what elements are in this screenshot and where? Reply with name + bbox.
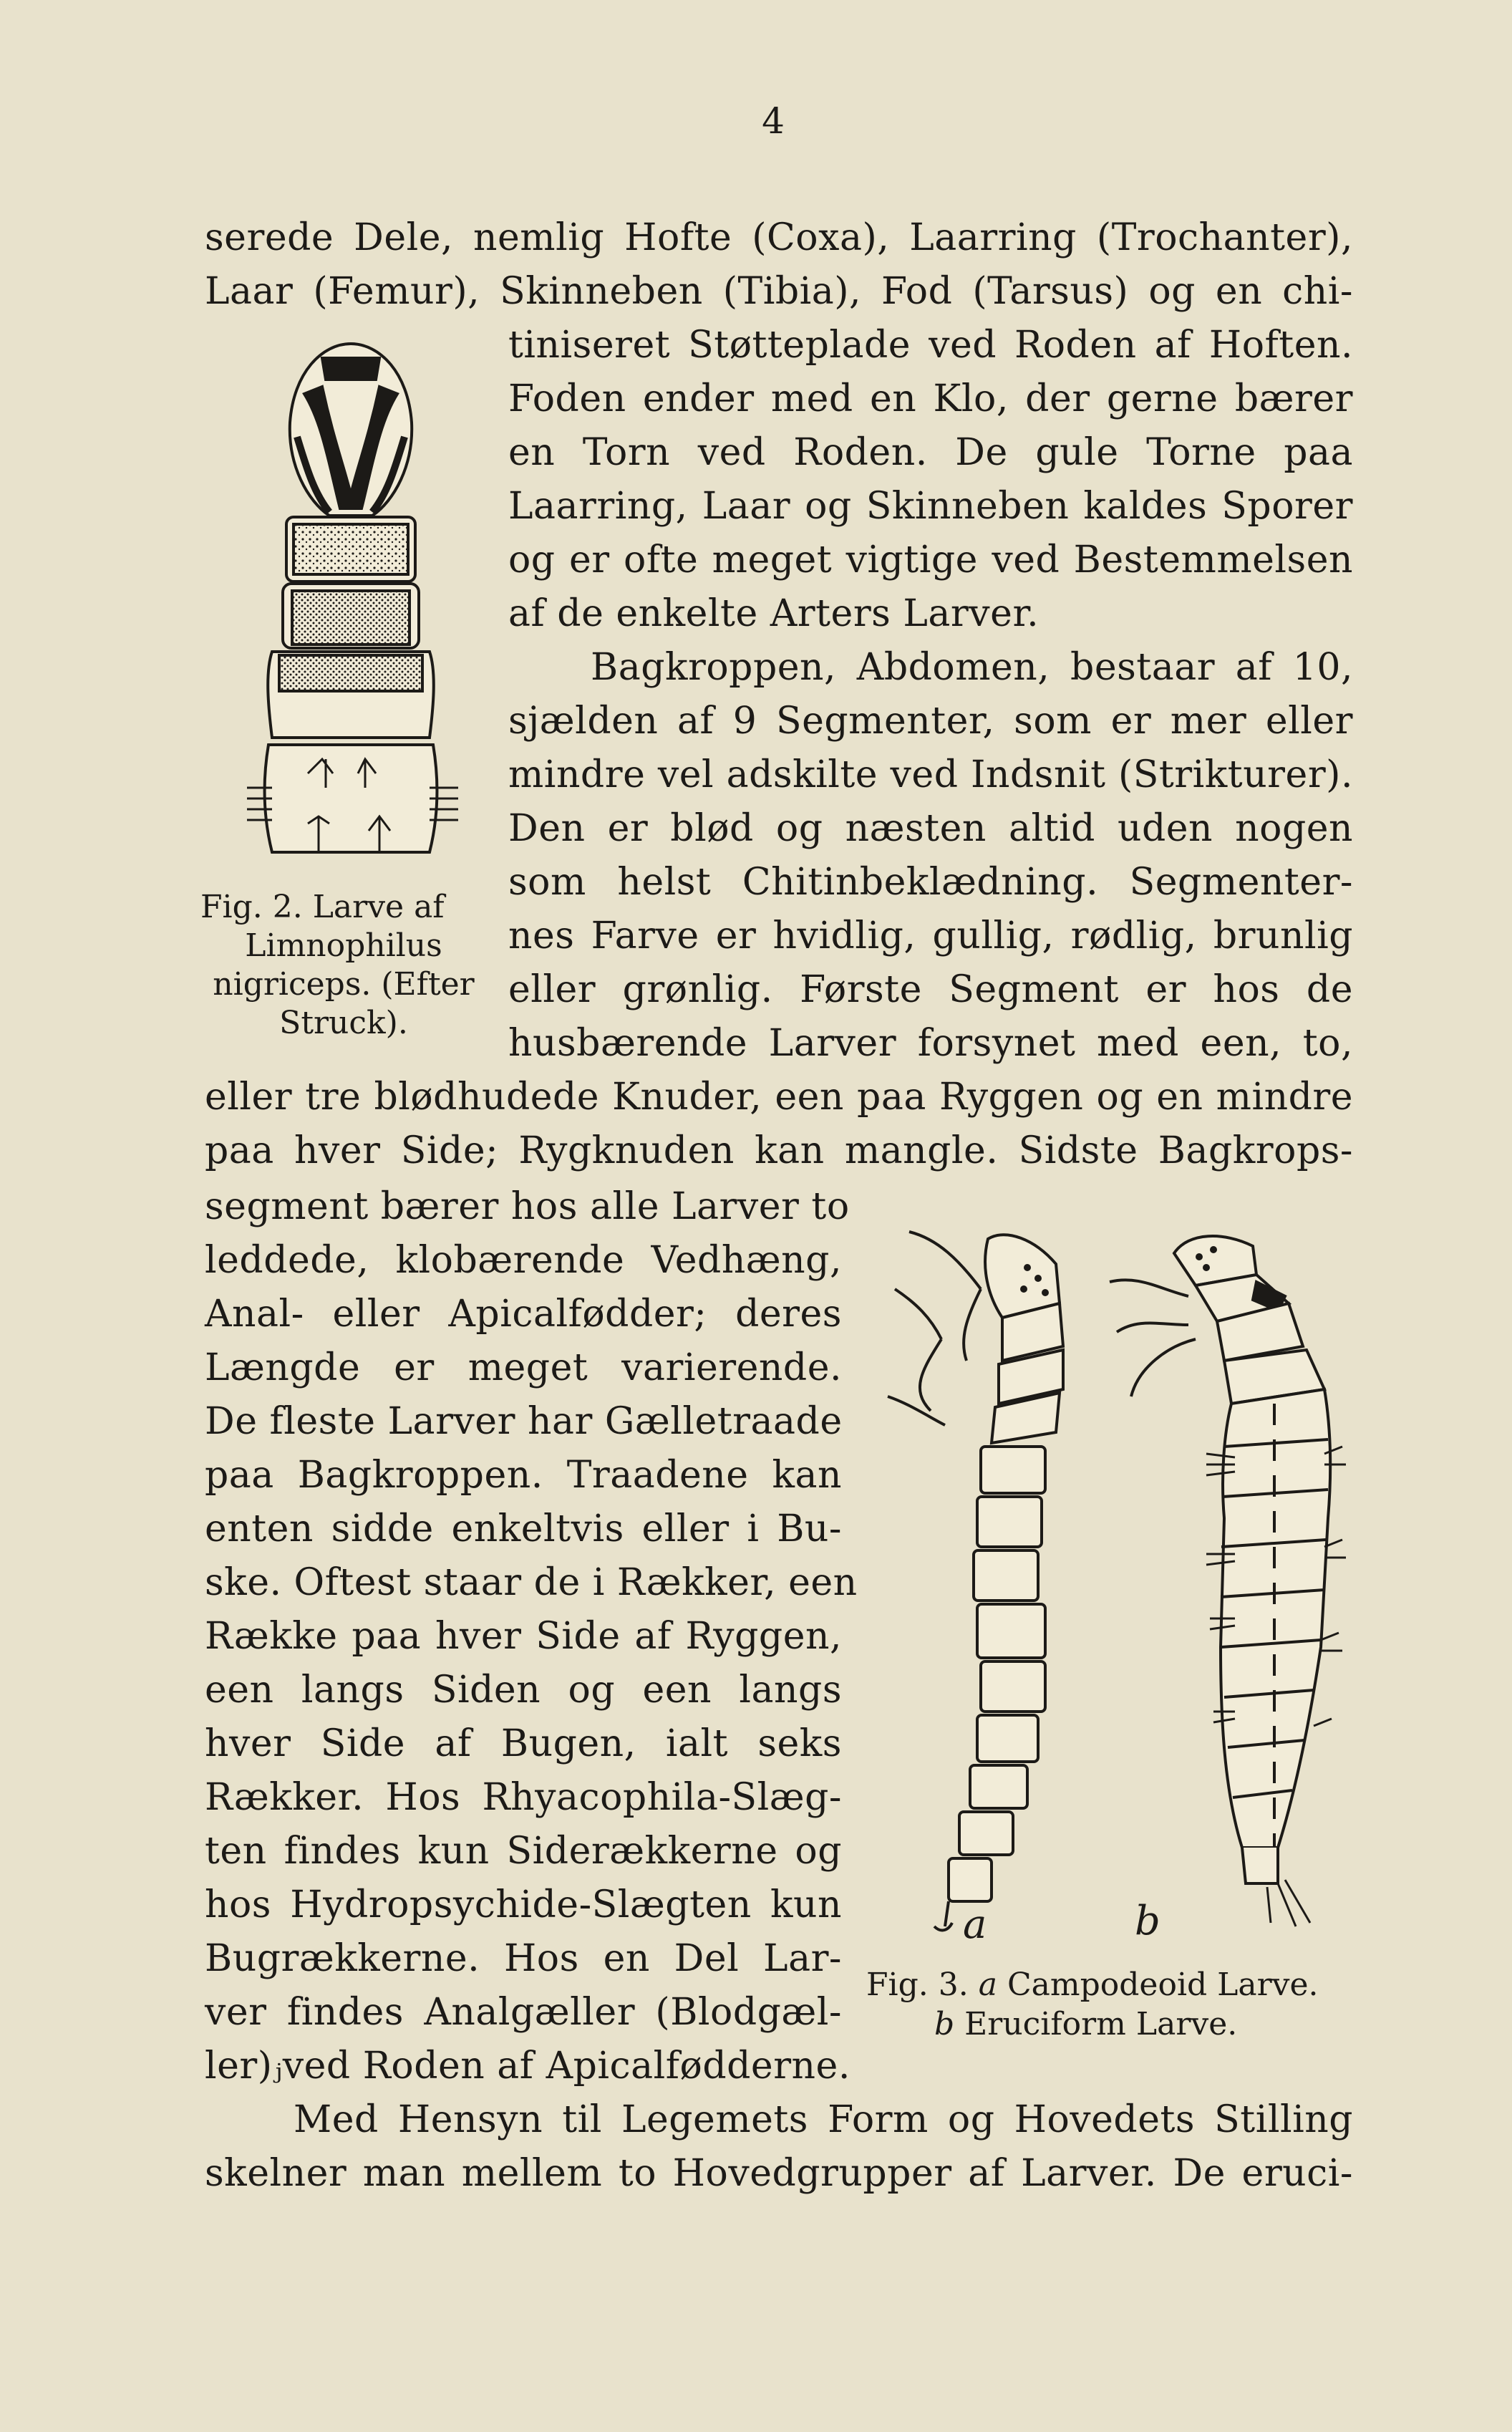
fig3-campodeoid-larva-illustration [881, 1210, 1095, 1948]
fig3-caption-line-2 [934, 2005, 1364, 2044]
fig3-caption-letter-a: a [978, 1967, 997, 2003]
page-number: 4 [762, 100, 785, 142]
text-line: segment bærer hos alle Larver to [205, 1185, 850, 1228]
paragraph-start-line: Bagkroppen, Abdomen, bestaar af 10, [591, 646, 1353, 689]
text-line: Længde er meget varierende. [205, 1346, 842, 1389]
fig2-caption-line: Fig. 2. Larve af [200, 889, 445, 925]
text-line: ver findes Analgæller (Blodgæl- [205, 1991, 842, 2034]
text-line: Anal- eller Apicalfødder; deres [205, 1293, 842, 1336]
text-line: paa Bagkroppen. Traadene kan [205, 1454, 842, 1497]
fig3-caption-letter-b: b [934, 2006, 955, 2042]
fig3-label-b: b [1135, 1898, 1160, 1944]
text-line: Den er blød og næsten altid uden nogen [508, 807, 1353, 850]
text-line: tiniseret Støtteplade ved Roden af Hoften. [508, 324, 1353, 367]
fig3-caption-text-b: Eruciform Larve. [964, 2006, 1238, 2042]
text-line: serede Dele, nemlig Hofte (Coxa), Laarring (Trochanter), [205, 216, 1353, 259]
text-line: paa hver Side; Rygknuden kan mangle. Sidste Bagkrops- [205, 1129, 1353, 1172]
text-line: hos Hydropsychide-Slægten kun [205, 1883, 842, 1926]
fig2-caption-line: Limnophilus [245, 927, 442, 964]
text-line: leddede, klobærende Vedhæng, [205, 1239, 842, 1282]
text-line: en Torn ved Roden. De gule Torne paa [508, 431, 1353, 474]
text-line: eller grønlig. Første Segment er hos de [508, 968, 1353, 1011]
paragraph-start-line: Med Hensyn til Legemets Form og Hovedets Stilling [294, 2098, 1353, 2141]
text-line: Laar (Femur), Skinneben (Tibia), Fod (Tarsus) og en chi- [205, 270, 1353, 313]
text-line: eller tre blødhudede Knuder, een paa Ryggen og en mindre [205, 1076, 1353, 1119]
fig2-larva-illustration [215, 329, 487, 874]
fig2-caption-line: Struck). [279, 1005, 408, 1041]
text-line: skelner man mellem to Hovedgrupper af Larver. De eruci- [205, 2152, 1353, 2195]
text-line: Bugrækkerne. Hos en Del Lar- [205, 1937, 842, 1980]
fig3-caption-line-1 [866, 1966, 1367, 2004]
text-line: og er ofte meget vigtige ved Bestemmelsen [508, 539, 1353, 582]
text-line: ten findes kun Siderækkerne og [205, 1830, 842, 1873]
text-line: som helst Chitinbeklædning. Segmenter- [508, 861, 1353, 904]
fig3-caption-text-a: Campodeoid Larve. [1007, 1967, 1319, 2003]
fig3-label-a: a [963, 1901, 987, 1948]
text-line: ler)ⱼved Roden af Apicalfødderne. [205, 2045, 850, 2088]
fig2-caption-line: nigriceps. (Efter [213, 966, 475, 1003]
text-line: De fleste Larver har Gælletraade [205, 1400, 843, 1443]
text-line: husbærende Larver forsynet med een, to, [508, 1022, 1353, 1065]
text-line: Foden ender med en Klo, der gerne bærer [508, 377, 1353, 420]
text-line: enten sidde enkeltvis eller i Bu- [205, 1507, 842, 1550]
text-line: nes Farve er hvidlig, gullig, rødlig, brunlig [508, 915, 1353, 957]
text-line: een langs Siden og een langs [205, 1669, 842, 1712]
text-line: sjælden af 9 Segmenter, som er mer eller [508, 700, 1353, 743]
text-line: Laarring, Laar og Skinneben kaldes Sporer [508, 485, 1353, 528]
fig3-eruciform-larva-illustration [1081, 1217, 1353, 1948]
text-line: hver Side af Bugen, ialt seks [205, 1722, 842, 1765]
text-line: Række paa hver Side af Ryggen, [205, 1615, 842, 1658]
text-line: Rækker. Hos Rhyacophila-Slæg- [205, 1776, 842, 1819]
fig3-caption-prefix: Fig. 3. [866, 1967, 969, 2003]
text-line: ske. Oftest staar de i Rækker, een [205, 1561, 858, 1604]
text-line: af de enkelte Arters Larver. [508, 592, 1040, 635]
text-line: mindre vel adskilte ved Indsnit (Strikturer). [508, 753, 1353, 796]
